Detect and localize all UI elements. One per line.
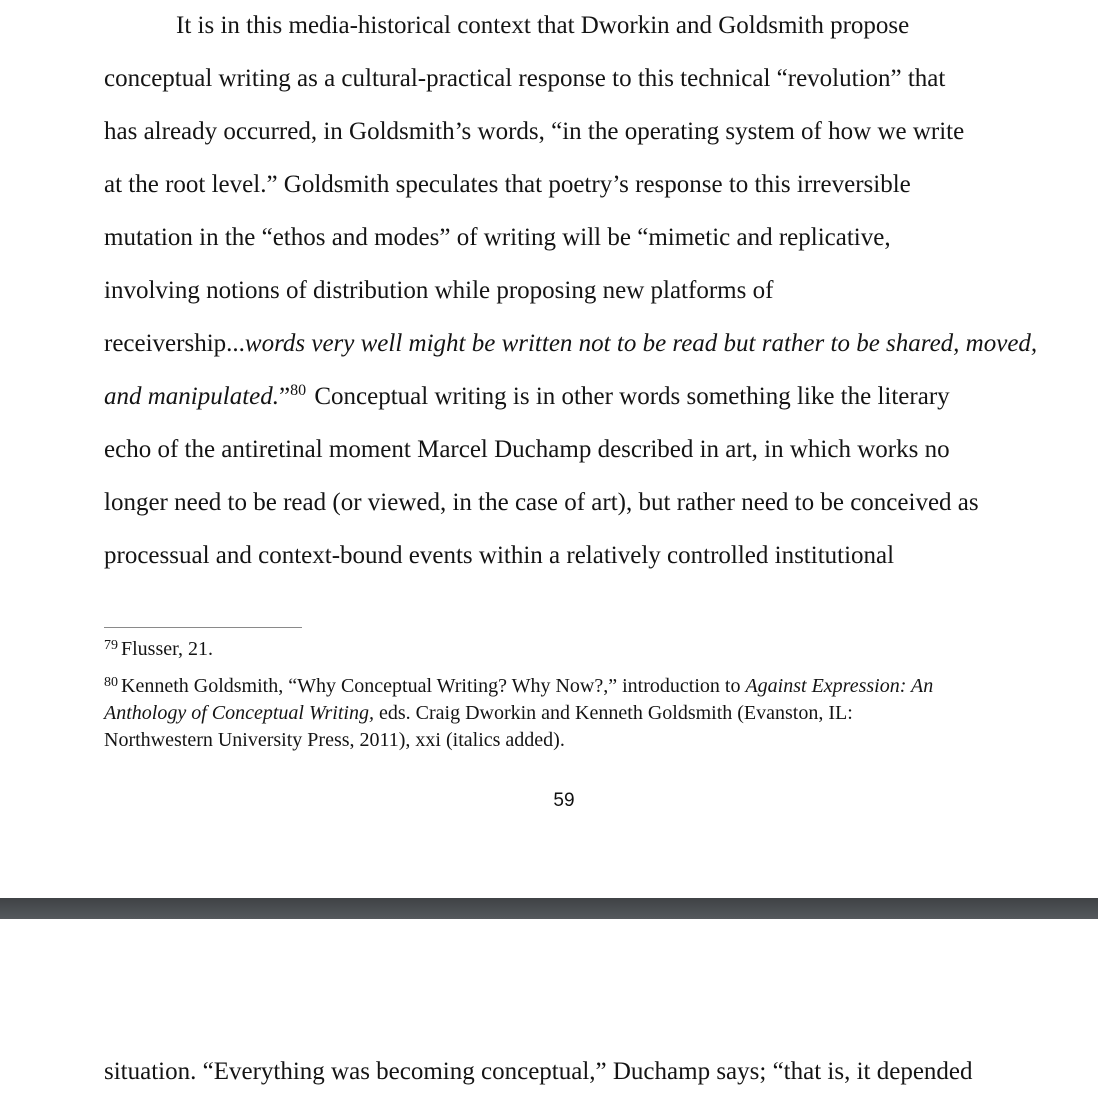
book-title: Anthology of Conceptual Writing,	[104, 702, 374, 724]
page-separator	[0, 898, 1098, 919]
text-line: echo of the antiretinal moment Marcel Duchamp described in art, in which works no	[104, 436, 950, 463]
footnote-text: Kenneth Goldsmith, “Why Conceptual Writing? Why Now?,” introduction to	[121, 675, 746, 697]
text-line: at the root level.” Goldsmith speculates that poetry’s response to this irreversible	[104, 171, 911, 198]
page-number: 59	[553, 790, 575, 811]
main-paragraph	[104, 0, 1038, 582]
footnote-line: Northwestern University Press, 2011), xxi (italics added).	[104, 729, 565, 751]
footnote-divider	[104, 627, 302, 628]
text-italic-quote: and manipulated.	[104, 383, 279, 410]
text-line	[104, 317, 1038, 370]
footnote-text: eds. Craig Dworkin and Kenneth Goldsmith (Evanston, IL:	[373, 702, 853, 724]
footnote-80	[104, 673, 1034, 754]
footnote-line	[104, 700, 1034, 727]
footnote-line	[104, 636, 1034, 663]
text-line: longer need to be read (or viewed, in the case of art), but rather need to be conceived as	[104, 489, 979, 516]
text-roman: Conceptual writing is in other words something like the literary	[308, 383, 950, 410]
footnote-ref-80[interactable]: 80	[290, 382, 307, 399]
text-italic-quote: words very well might be written not to be read but rather to be shared, moved,	[244, 330, 1038, 357]
footnote-number: 79	[104, 638, 118, 653]
footnote-text: Flusser, 21.	[121, 638, 213, 660]
next-page-paragraph	[104, 1045, 1034, 1098]
footnote-line	[104, 673, 1034, 700]
text-line: involving notions of distribution while proposing new platforms of	[104, 277, 774, 304]
text-line: conceptual writing as a cultural-practical response to this technical “revolution” that	[104, 65, 946, 92]
text-line	[104, 370, 1034, 423]
text-line: processual and context-bound events within a relatively controlled institutional	[104, 542, 895, 569]
text-roman: receivership...	[104, 330, 245, 357]
text-line: It is in this media-historical context that Dworkin and Goldsmith propose	[176, 12, 910, 39]
footnote-number: 80	[104, 675, 118, 690]
footnotes	[104, 636, 1034, 764]
footnote-79	[104, 636, 1034, 663]
text-line: has already occurred, in Goldsmith’s words, “in the operating system of how we write	[104, 118, 965, 145]
text-line: mutation in the “ethos and modes” of writing will be “mimetic and replicative,	[104, 224, 891, 251]
book-title: Against Expression: An	[745, 675, 934, 697]
text-line: situation. “Everything was becoming conceptual,” Duchamp says; “that is, it depended	[104, 1058, 973, 1085]
closing-quote: ”	[279, 383, 291, 410]
